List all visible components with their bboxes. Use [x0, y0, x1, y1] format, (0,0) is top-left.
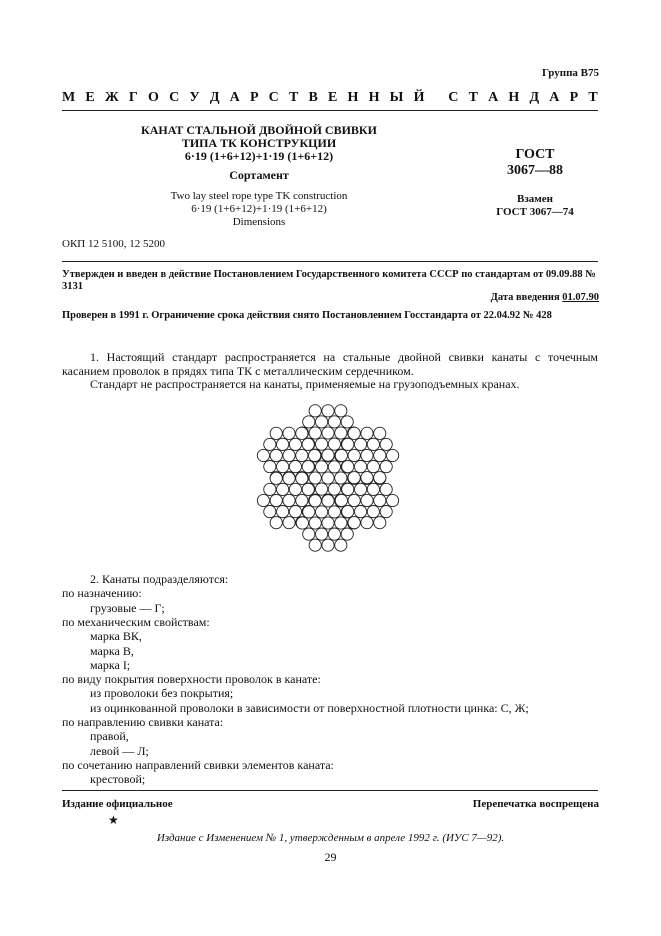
wire-circle: [270, 494, 282, 506]
wire-circle: [380, 438, 392, 450]
banner-letter: Т: [288, 90, 299, 105]
wire-circle: [361, 427, 373, 439]
banner-letter: Г: [128, 90, 138, 105]
banner-letter: М: [62, 90, 76, 105]
wire-circle: [289, 438, 301, 450]
checked-text: Проверен в 1991 г. Ограничение срока действия снято Постановлением Госстандарта от 22.04.92 № 428: [62, 310, 552, 321]
page-number: 29: [324, 850, 337, 864]
wire-circle: [354, 460, 366, 472]
wire-circle: [380, 505, 392, 517]
wire-circle: [289, 483, 301, 495]
wire-circle: [374, 427, 386, 439]
intro-date-label: Дата введения: [490, 292, 560, 303]
list-item: по сочетанию направлений свивки элементов каната:: [62, 757, 334, 772]
wire-circle: [380, 460, 392, 472]
wire-circle: [348, 449, 360, 461]
banner-letter: А: [488, 90, 499, 105]
list-item: по направлению свивки каната:: [62, 715, 224, 729]
list-item: по назначению:: [62, 586, 142, 601]
title-en-line-1: Two lay steel rope type TK construction: [170, 190, 348, 202]
wire-circle: [302, 438, 314, 450]
wire-circle: [316, 483, 328, 495]
wire-circle: [303, 528, 315, 540]
title-en-line-3: Dimensions: [232, 216, 286, 228]
wire-circle: [270, 427, 282, 439]
wire-circle: [386, 449, 398, 461]
wire-circle: [322, 517, 334, 529]
wire-circle: [302, 460, 314, 472]
wire-circle: [348, 517, 360, 529]
wire-circle: [335, 517, 347, 529]
wire-circle: [296, 427, 308, 439]
rope-cross-section-figure: [238, 398, 418, 558]
banner-letter: Д: [209, 90, 220, 105]
wire-circle: [348, 427, 360, 439]
wire-circle: [328, 506, 340, 518]
wire-circle: [374, 494, 386, 506]
wire-circle: [342, 483, 354, 495]
wire-circle: [374, 449, 386, 461]
list-item: левой — Л;: [90, 743, 149, 758]
wire-circle: [296, 472, 308, 484]
wire-circle: [386, 494, 398, 506]
wire-circle: [316, 438, 328, 450]
list-item: по механическим свойствам:: [62, 614, 210, 629]
title-line-3: 6·19 (1+6+12)+1·19 (1+6+12): [184, 149, 334, 163]
wire-circle: [303, 506, 315, 518]
wire-circle: [289, 505, 301, 517]
wire-circle: [354, 483, 366, 495]
wire-circle: [374, 517, 386, 529]
wire-circle: [322, 449, 334, 461]
wire-circle: [322, 427, 334, 439]
standard-banner: [62, 90, 598, 106]
banner-letter: У: [189, 90, 200, 105]
wire-circle: [283, 517, 295, 529]
wire-circle: [335, 539, 347, 551]
wire-circle: [277, 505, 289, 517]
wire-circle: [341, 416, 353, 428]
banner-letter: Р: [569, 90, 579, 105]
official-edition: Издание официальное: [62, 798, 173, 810]
list-item: из оцинкованной проволоки в зависимости от поверхностной плотности цинка: С, Ж;: [90, 700, 529, 715]
paragraph-1: 1. Настоящий стандарт распространяется на стальные двойной свивки канаты с точечным касанием проволок в прядях типа ТК с металлическим сердечником.: [62, 350, 598, 378]
wire-circle: [354, 505, 366, 517]
wire-circle: [309, 449, 321, 461]
wire-circle: [342, 505, 354, 517]
title-subtitle: Сортамент: [229, 168, 289, 182]
wire-circle: [342, 438, 354, 450]
wire-circle: [361, 494, 373, 506]
intro-date-line: [491, 292, 599, 303]
banner-letter: Т: [468, 90, 478, 105]
banner-letter: Ж: [104, 90, 119, 105]
wire-circle: [264, 460, 276, 472]
banner-letter: Р: [249, 90, 259, 105]
list-item: марка В,: [90, 643, 134, 658]
edition-note: Издание с Изменением № 1, утвержденным в апреле 1992 г. (ИУС 7—92).: [156, 832, 505, 844]
banner-letter: С: [268, 90, 279, 105]
list-item: марка ВК,: [90, 629, 142, 644]
wire-circle: [322, 495, 334, 507]
wire-circle: [283, 449, 295, 461]
header-divider: [62, 110, 598, 111]
wire-circle: [328, 483, 340, 495]
wire-circle: [277, 460, 289, 472]
reprint-prohibited: Перепечатка воспрещена: [472, 798, 599, 810]
wire-circle: [335, 494, 347, 506]
banner-letter: Е: [328, 90, 338, 105]
wire-circle: [328, 461, 340, 473]
wire-circle: [328, 438, 340, 450]
banner-letter: Н: [368, 90, 380, 105]
banner-letter: Е: [85, 90, 95, 105]
wire-circle: [361, 517, 373, 529]
okp-divider: [62, 261, 598, 262]
wire-circle: [296, 517, 308, 529]
wire-circle: [283, 472, 295, 484]
banner-letter: В: [308, 90, 318, 105]
gost-number: 3067—88: [507, 163, 563, 178]
wire-circle: [335, 427, 347, 439]
wire-circle: [309, 539, 321, 551]
wire-circle: [316, 416, 328, 428]
list-item: правой,: [90, 729, 129, 744]
wire-circle: [322, 405, 334, 417]
wire-circle: [283, 427, 295, 439]
wire-circle: [264, 505, 276, 517]
title-line-2: ТИПА ТК КОНСТРУКЦИИ: [181, 136, 337, 150]
wire-circle: [348, 472, 360, 484]
banner-letter: Н: [508, 90, 520, 105]
wire-circle: [277, 438, 289, 450]
wire-circle: [367, 505, 379, 517]
wire-circle: [328, 528, 340, 540]
wire-circle: [289, 460, 301, 472]
wire-circle: [303, 416, 315, 428]
list-item: грузовые — Г;: [90, 600, 165, 615]
list-item: 2. Канаты подразделяются:: [90, 572, 229, 586]
wire-circle: [361, 449, 373, 461]
wire-circle: [270, 472, 282, 484]
replaces-label: Взамен: [517, 193, 553, 205]
wire-circle: [354, 438, 366, 450]
wire-circle: [257, 494, 269, 506]
wire-circle: [309, 427, 321, 439]
wire-circle: [309, 517, 321, 529]
wire-circle: [322, 539, 334, 551]
wire-circle: [328, 416, 340, 428]
wire-circle: [270, 449, 282, 461]
wire-circle: [309, 495, 321, 507]
wire-circle: [264, 483, 276, 495]
banner-letter: Ы: [389, 90, 404, 105]
wire-circle: [283, 494, 295, 506]
wire-circle: [296, 494, 308, 506]
wire-circle: [348, 494, 360, 506]
wire-circle: [367, 438, 379, 450]
banner-letter: А: [229, 90, 240, 105]
banner-letter: Й: [413, 90, 425, 105]
gost-label: ГОСТ: [515, 147, 555, 162]
banner-letter: Т: [588, 90, 598, 105]
wire-circle: [316, 528, 328, 540]
wire-circle: [264, 438, 276, 450]
title-english: [118, 190, 400, 229]
wire-circle: [316, 506, 328, 518]
wire-circle: [316, 461, 328, 473]
gost-block: [470, 147, 600, 219]
wire-circle: [309, 405, 321, 417]
wire-circle: [361, 472, 373, 484]
list-item: крестовой;: [90, 772, 146, 787]
list-item: марка I;: [90, 657, 131, 672]
paragraph-2: Стандарт не распространяется на канаты, применяемые на грузоподъемных кранах.: [90, 377, 520, 391]
wire-circle: [322, 472, 334, 484]
wire-circle: [257, 449, 269, 461]
replaces-standard: ГОСТ 3067—74: [496, 206, 574, 218]
wire-circle: [335, 405, 347, 417]
banner-letter: [435, 90, 439, 106]
banner-letter: С: [169, 90, 180, 105]
wire-circle: [367, 483, 379, 495]
footer-divider: [62, 790, 598, 791]
wire-circle: [374, 472, 386, 484]
title-line-1: КАНАТ СТАЛЬНОЙ ДВОЙНОЙ СВИВКИ: [141, 123, 377, 137]
okp-code: ОКП 12 5100, 12 5200: [62, 238, 165, 250]
wire-circle: [380, 483, 392, 495]
wire-circle: [341, 528, 353, 540]
wire-circle: [296, 449, 308, 461]
wire-circle: [335, 472, 347, 484]
wire-circle: [270, 517, 282, 529]
title-en-line-2: 6·19 (1+6+12)+1·19 (1+6+12): [191, 203, 327, 215]
title-block: [118, 124, 400, 229]
wire-circle: [342, 460, 354, 472]
banner-letter: С: [448, 90, 459, 105]
approval-text: Утвержден и введен в действие Постановлением Государственного комитета СССР по стандартам от 09.09.88 № 3131: [62, 269, 596, 292]
list-item: по виду покрытия поверхности проволок в канате:: [62, 672, 321, 687]
banner-letter: Д: [529, 90, 540, 105]
banner-letter: А: [549, 90, 560, 105]
wire-circle: [277, 483, 289, 495]
wire-circle: [309, 472, 321, 484]
star-mark: ★: [108, 813, 119, 827]
list-item: из проволоки без покрытия;: [90, 686, 234, 701]
banner-letter: Н: [347, 90, 359, 105]
intro-date: 01.07.90: [562, 292, 599, 303]
wire-circle: [302, 483, 314, 495]
wire-circle: [367, 460, 379, 472]
group-code: Группа В75: [541, 67, 599, 79]
wire-circle: [335, 449, 347, 461]
banner-letter: О: [148, 90, 159, 105]
